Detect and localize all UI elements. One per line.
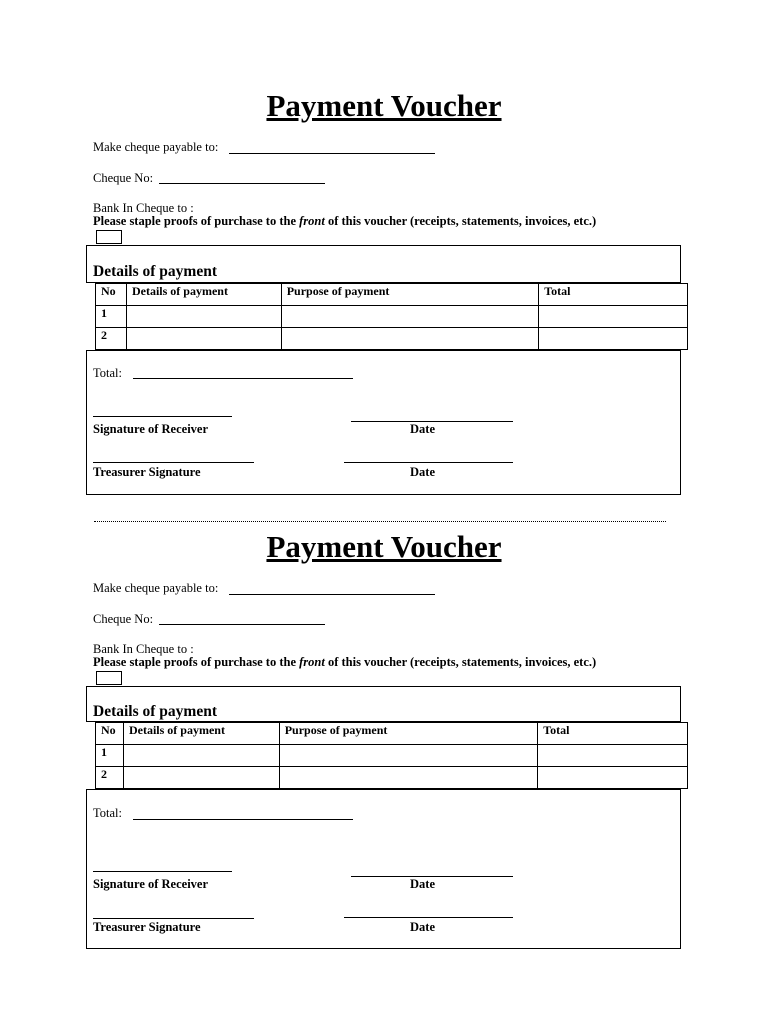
receiver-date-label: Date xyxy=(410,422,435,436)
total-label: Total: xyxy=(93,366,122,380)
signature-receiver-label: Signature of Receiver xyxy=(93,877,209,891)
voucher-title: Payment Voucher xyxy=(266,529,502,564)
total-field[interactable] xyxy=(133,378,353,379)
cheque-no-field[interactable] xyxy=(159,624,325,625)
table-row xyxy=(96,306,688,328)
payment-table xyxy=(95,722,688,789)
row-total-cell[interactable] xyxy=(539,306,688,328)
row-details-cell[interactable] xyxy=(126,306,281,328)
row-total-cell[interactable] xyxy=(538,767,688,789)
staple-text-end: of this voucher (receipts, statements, invoices, etc.) xyxy=(324,214,597,228)
row-no: 1 xyxy=(96,745,124,767)
row-details-cell[interactable] xyxy=(123,745,279,767)
row-purpose-cell[interactable] xyxy=(279,767,538,789)
table-row xyxy=(96,767,688,789)
signature-receiver-label: Signature of Receiver xyxy=(93,422,209,436)
table-row xyxy=(96,745,688,767)
row-total-cell[interactable] xyxy=(539,328,688,350)
header-purpose: Purpose of payment xyxy=(279,723,538,745)
table-header-row xyxy=(96,284,688,306)
header-no: No xyxy=(96,284,127,306)
header-total: Total xyxy=(538,723,688,745)
staple-text-end: of this voucher (receipts, statements, invoices, etc.) xyxy=(324,655,597,669)
row-details-cell[interactable] xyxy=(126,328,281,350)
header-no: No xyxy=(96,723,124,745)
treasurer-date-label: Date xyxy=(410,920,435,934)
receiver-date-label: Date xyxy=(410,877,435,891)
bank-in-checkbox[interactable] xyxy=(96,230,122,244)
row-purpose-cell[interactable] xyxy=(279,745,538,767)
staple-instruction xyxy=(93,655,596,670)
voucher-title: Payment Voucher xyxy=(266,88,502,123)
treasurer-signature-label: Treasurer Signature xyxy=(93,465,201,479)
treasurer-signature-line[interactable] xyxy=(93,918,254,919)
payable-label: Make cheque payable to: xyxy=(93,581,219,595)
payment-table xyxy=(95,283,688,350)
bank-in-label: Bank In Cheque to : xyxy=(93,642,194,656)
payable-field[interactable] xyxy=(229,153,435,154)
header-purpose: Purpose of payment xyxy=(281,284,539,306)
receiver-signature-line[interactable] xyxy=(93,416,232,417)
treasurer-signature-line[interactable] xyxy=(93,462,254,463)
cut-line-divider xyxy=(94,521,666,522)
treasurer-signature-label: Treasurer Signature xyxy=(93,920,201,934)
staple-text-italic: front xyxy=(299,214,325,228)
row-total-cell[interactable] xyxy=(538,745,688,767)
total-label: Total: xyxy=(93,806,122,820)
total-field[interactable] xyxy=(133,819,353,820)
table-row xyxy=(96,328,688,350)
bank-in-label: Bank In Cheque to : xyxy=(93,201,194,215)
row-no: 2 xyxy=(96,328,127,350)
row-purpose-cell[interactable] xyxy=(281,328,539,350)
payment-voucher-1 xyxy=(0,88,768,528)
payment-voucher-2 xyxy=(0,529,768,969)
treasurer-date-line[interactable] xyxy=(344,917,513,918)
row-no: 2 xyxy=(96,767,124,789)
header-details: Details of payment xyxy=(123,723,279,745)
table-header-row xyxy=(96,723,688,745)
treasurer-date-line[interactable] xyxy=(344,462,513,463)
cheque-no-field[interactable] xyxy=(159,183,325,184)
header-details: Details of payment xyxy=(126,284,281,306)
payable-field[interactable] xyxy=(229,594,435,595)
payable-label: Make cheque payable to: xyxy=(93,140,219,154)
staple-text-italic: front xyxy=(299,655,325,669)
staple-text-start: Please staple proofs of purchase to the xyxy=(93,655,300,669)
treasurer-date-label: Date xyxy=(410,465,435,479)
receiver-signature-line[interactable] xyxy=(93,871,232,872)
cheque-no-label: Cheque No: xyxy=(93,171,154,185)
details-heading: Details of payment xyxy=(93,703,217,720)
staple-instruction xyxy=(93,214,596,229)
row-details-cell[interactable] xyxy=(123,767,279,789)
cheque-no-label: Cheque No: xyxy=(93,612,154,626)
staple-text-start: Please staple proofs of purchase to the xyxy=(93,214,300,228)
row-no: 1 xyxy=(96,306,127,328)
row-purpose-cell[interactable] xyxy=(281,306,539,328)
header-total: Total xyxy=(539,284,688,306)
bank-in-checkbox[interactable] xyxy=(96,671,122,685)
details-heading: Details of payment xyxy=(93,263,217,280)
